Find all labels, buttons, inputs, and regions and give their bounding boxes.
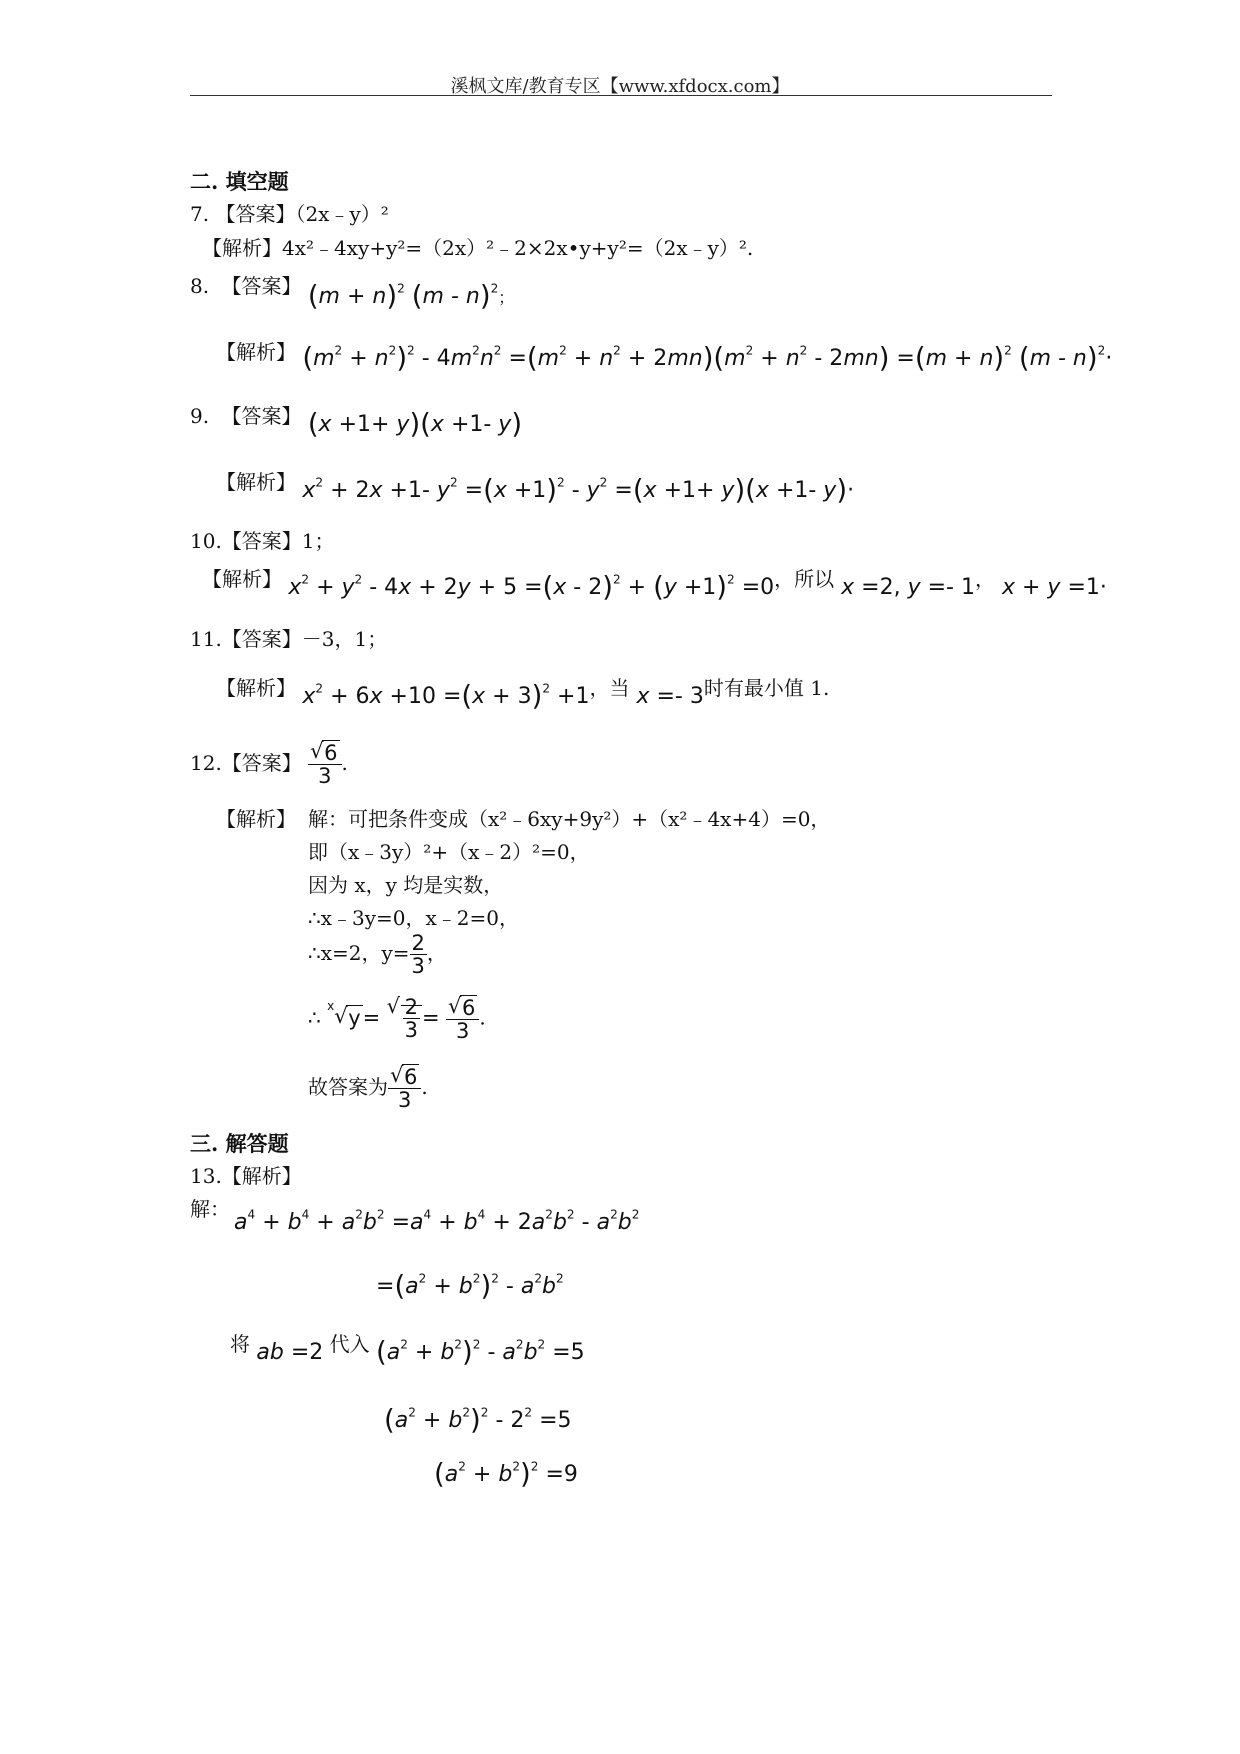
q12-analysis-tag: 【解析】 <box>216 807 296 831</box>
q7-analysis: 【解析】4x²﹣4xy+y²=（2x）²﹣2×2x•y+y²=（2x﹣y）². <box>202 236 754 260</box>
page-header: 溪枫文库/教育专区【www.xfdocx.com】 <box>450 76 790 97</box>
q13-step-3: 将 ab =2 代入 $(a^2 + b^2)^2 - a^2b^2 =5$ <box>230 1332 585 1369</box>
q11-analysis-tag: 【解析】 <box>216 676 296 700</box>
q10-analysis-tag: 【解析】 <box>202 567 282 591</box>
q11-answer: 11.【答案】－3，1； <box>190 627 388 651</box>
q12-answer: 12.【答案】 √ $\frac{6}{3}$ . <box>190 742 348 787</box>
q12-answer-tag: 12.【答案】 <box>190 751 302 776</box>
q9-analysis-tag: 【解析】 <box>216 470 296 494</box>
q12-line-6: ∴ $^x$√ y= √ $\frac{2}{3}$ = √ $\frac{6}{3}$ . <box>308 996 486 1042</box>
q7-answer: 7. 【答案】（2x﹣y）² <box>190 202 389 226</box>
q10-analysis <box>202 563 1107 604</box>
q9-analysis <box>216 466 855 507</box>
q8-answer-math: $(m + n)^2$ (m - n)$^2$； <box>307 280 515 313</box>
q12-answer-fraction: √ $\frac{6}{3}$ <box>308 742 341 787</box>
q13-step-2: $=(a^2 + b^2)^2 - a^2b^2$ <box>376 1270 564 1302</box>
q11-analysis <box>216 672 830 713</box>
q13-step-1: $a^4 + b^4 + a^2b^2 =a^4 + b^4 + 2a^2b^2 - a^2b^2$ <box>234 1207 640 1235</box>
q12-line-4: ∴x﹣3y=0，x﹣2=0， <box>308 906 519 930</box>
q8-analysis-math: $(m^2 + n^2)^2 - 4m^2n^2 =(m^2 + n^2 + 2mn)(m^2 + n^2 - 2mn) =(m + n)^2$ (m - n)$^2$· <box>302 342 1113 375</box>
q13-solve-label: 解： <box>190 1197 230 1221</box>
q13-step-4: $(a^2 + b^2)^2 - 2^2 =5$ <box>384 1404 572 1436</box>
q12-line-3: 因为 x，y 均是实数， <box>308 873 504 897</box>
q10-answer: 10.【答案】1； <box>190 529 335 553</box>
q12-line-5: ∴x=2，y= $\frac{2}{3}$ ， <box>308 931 447 979</box>
header-rule <box>190 95 1052 96</box>
q13-title: 13.【解析】 <box>190 1164 302 1188</box>
q9-answer-math: (x +1+ y)(x +1- y) <box>307 408 523 441</box>
q12-line-2: 即（x﹣3y）²+（x﹣2）²=0， <box>308 840 590 864</box>
q12-line-1: 解：可把条件变成（x²﹣6xy+9y²）+（x²﹣4x+4）=0， <box>308 807 831 831</box>
q9-number: 9. <box>190 404 210 428</box>
q13-step-5: $(a^2 + b^2)^2 =9$ <box>434 1458 578 1490</box>
q8-answer-tag: 【答案】 <box>221 274 302 298</box>
q12-line-7: 故答案为 √ $\frac{6}{3}$ . <box>308 1066 428 1111</box>
q8-analysis-tag: 【解析】 <box>216 340 296 364</box>
q8-analysis <box>216 336 1113 375</box>
section-fill-in-title: 二. 填空题 <box>190 169 289 194</box>
q9-answer-tag: 【答案】 <box>221 404 302 428</box>
section-solve-title: 三. 解答题 <box>190 1131 289 1156</box>
q9-answer <box>190 400 523 441</box>
q8-number: 8. <box>190 274 210 298</box>
q11-analysis-math: $x^2 + 6x +10 =(x + 3)^2 +1$，当 x =- 3时有最小值 1. <box>302 676 830 713</box>
q8-answer <box>190 270 515 313</box>
q10-analysis-math: $x^2 + y^2 - 4x + 2y + 5 =(x - 2)^2 + (y +1)^2 =0$，所以 x =2, y =- 1， x + y =1· <box>288 567 1107 604</box>
q9-analysis-math: $x^2 + 2x +1-$ $y^2 =(x +1)^2 - y^2 =(x +1+ y)(x +1-$ y)· <box>302 474 855 507</box>
